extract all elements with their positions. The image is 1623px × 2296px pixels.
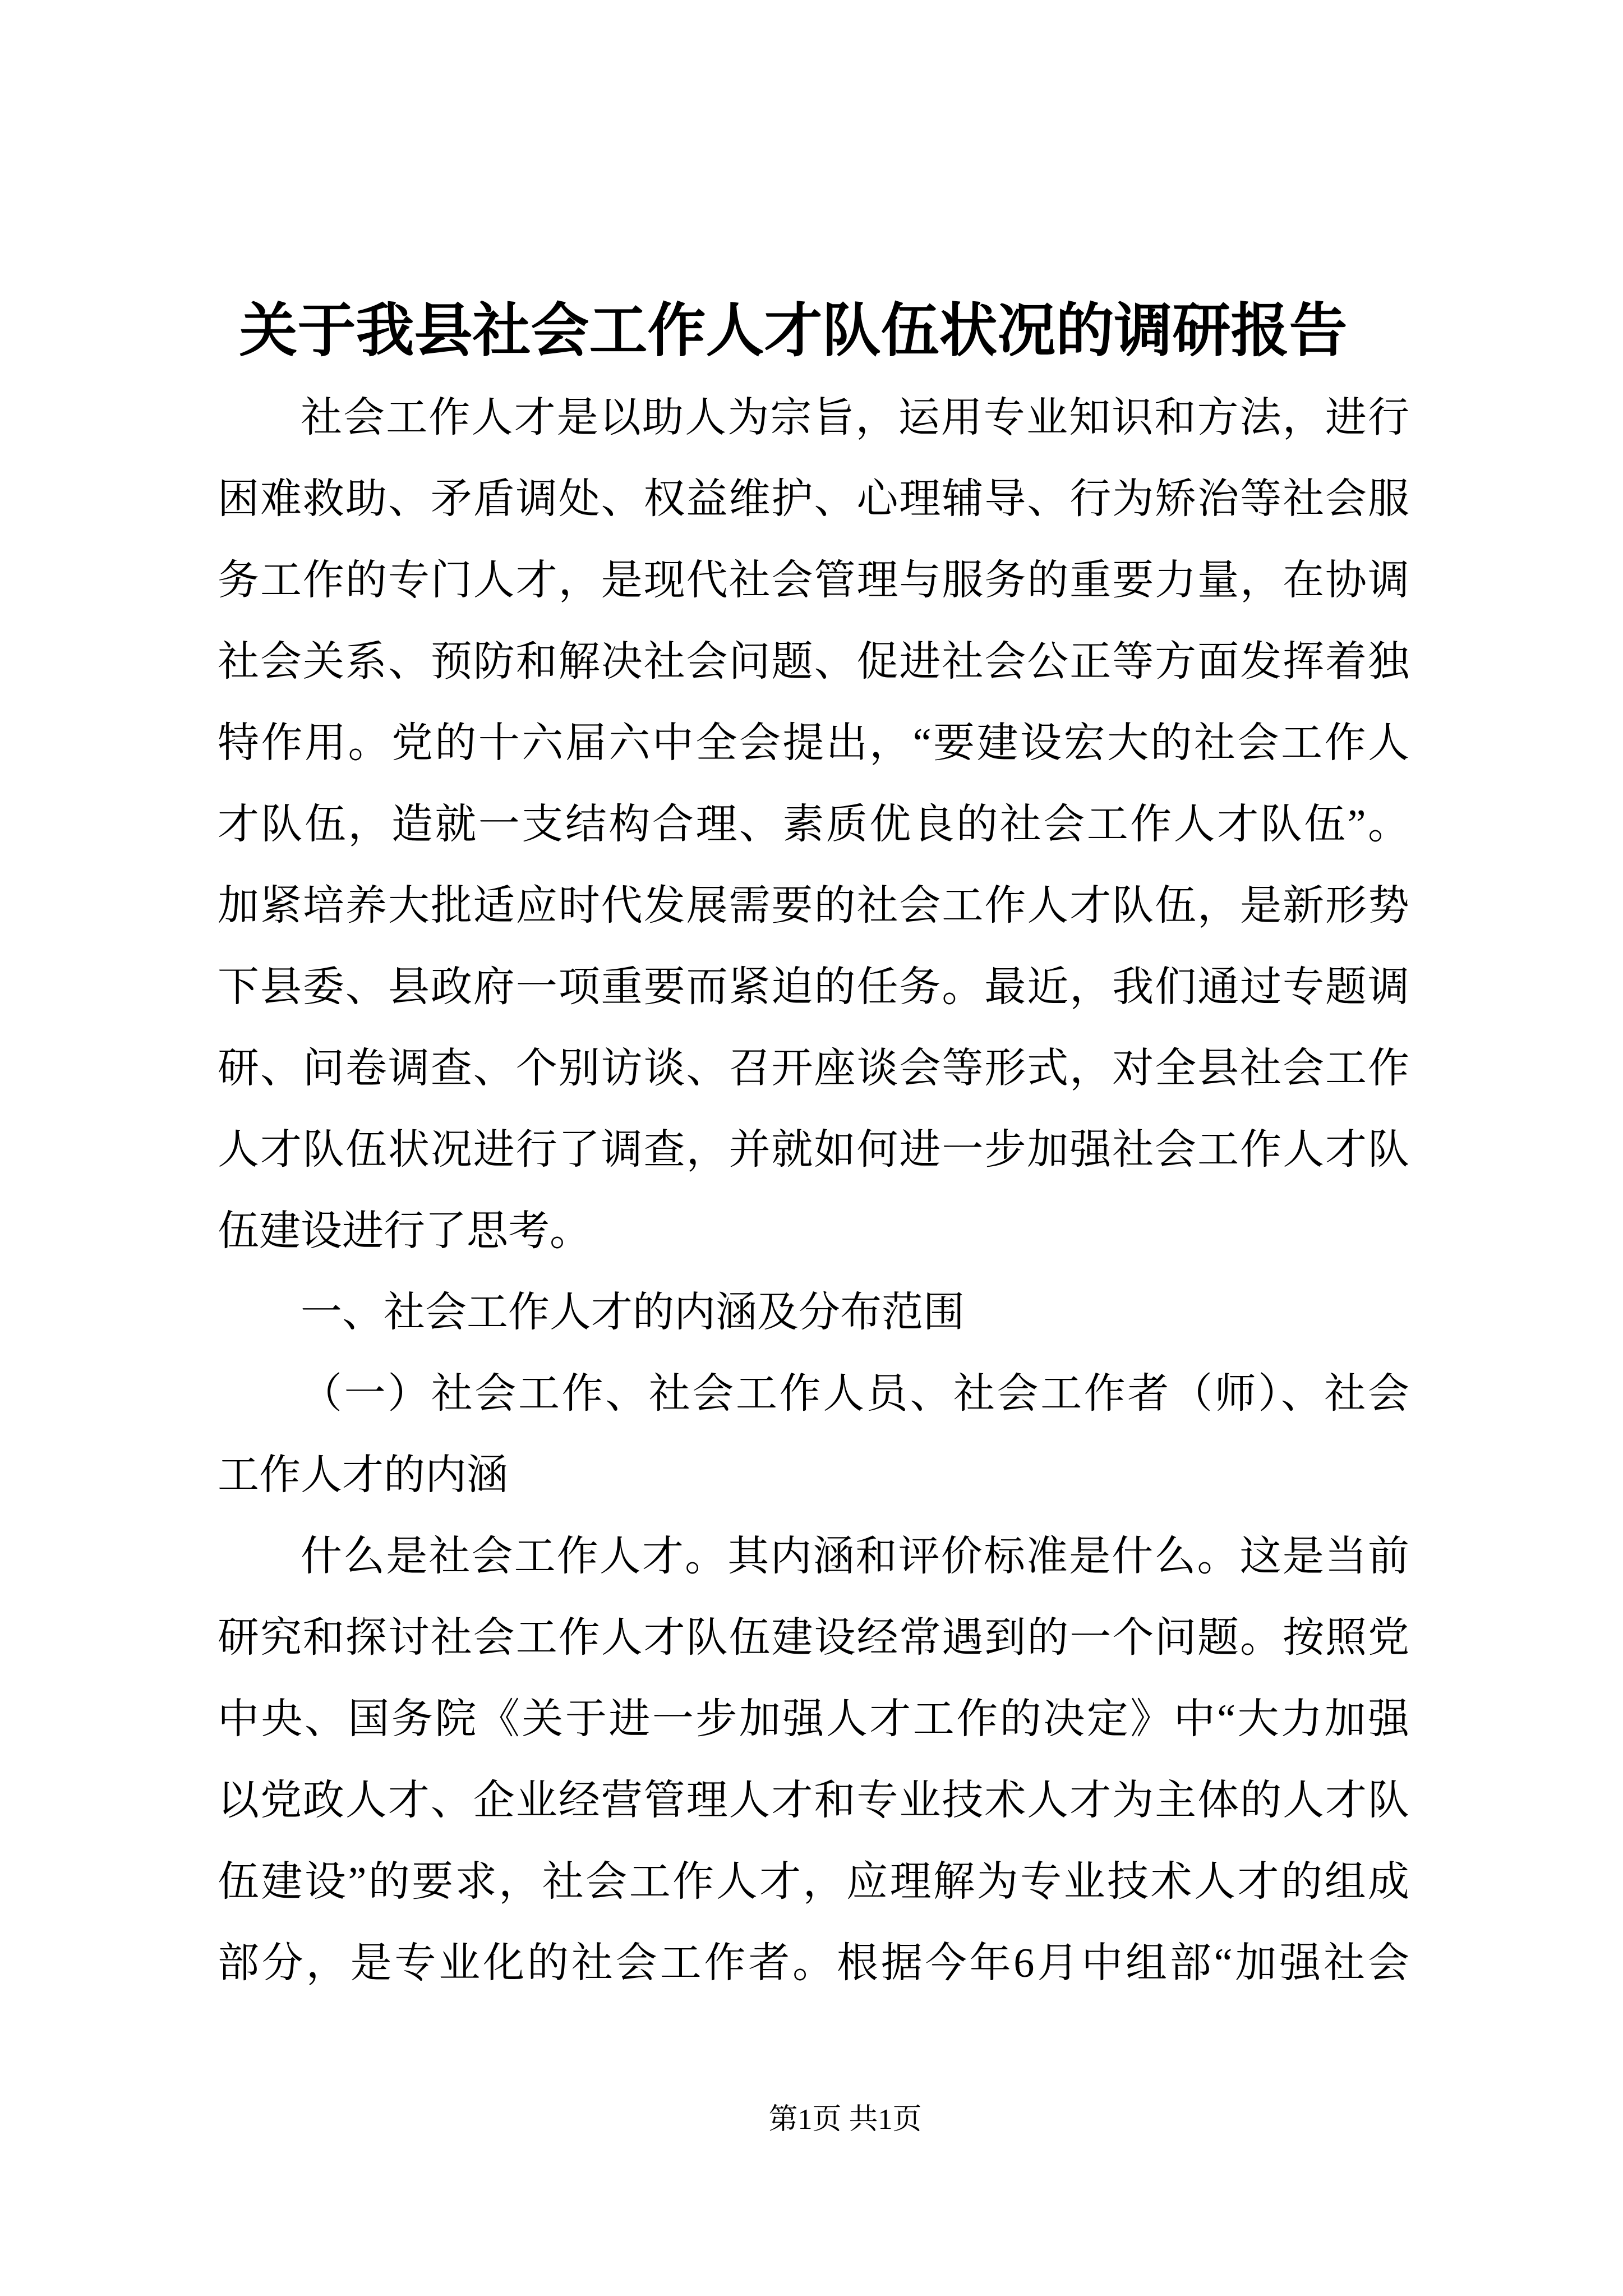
document-title: 关于我县社会工作人才队伍状况的调研报告 [239, 299, 1348, 364]
text-line: 社会工作人才是以助人为宗旨，运用专业知识和方法，进行 [301, 395, 1409, 441]
text-line: 务工作的专门人才，是现代社会管理与服务的重要力量，在协调 [218, 558, 1409, 604]
text-line: 社会关系、预防和解决社会问题、促进社会公正等方面发挥着独 [218, 639, 1409, 685]
text-line: 一、社会工作人才的内涵及分布范围 [301, 1290, 965, 1336]
text-line: 部分，是专业化的社会工作者。根据今年6月中组部“加强社会 [218, 1940, 1409, 1986]
text-line: 加紧培养大批适应时代发展需要的社会工作人才队伍，是新形势 [218, 883, 1409, 929]
paragraph-definition [218, 1516, 1409, 2004]
section-heading [218, 1272, 1409, 1354]
text-line: 研、问卷调查、个别访谈、召开座谈会等形式，对全县社会工作 [218, 1046, 1409, 1092]
text-line: 中央、国务院《关于进一步加强人才工作的决定》中“大力加强 [218, 1696, 1409, 1742]
text-line: 研究和探讨社会工作人才队伍建设经常遇到的一个问题。按照党 [218, 1615, 1409, 1661]
page-number-footer: 第1页 共1页 [768, 2104, 922, 2136]
text-line: 才队伍，造就一支结构合理、素质优良的社会工作人才队伍”。 [218, 802, 1409, 848]
text-line: 伍建设进行了思考。 [218, 1208, 591, 1254]
document-body [218, 378, 1409, 2004]
text-line: 困难救助、矛盾调处、权益维护、心理辅导、行为矫治等社会服 [218, 476, 1409, 522]
text-line: 工作人才的内涵 [218, 1452, 508, 1498]
text-line: 什么是社会工作人才。其内涵和评价标准是什么。这是当前 [301, 1534, 1409, 1580]
text-line: 人才队伍状况进行了调查，并就如何进一步加强社会工作人才队 [218, 1127, 1409, 1173]
text-line: 下县委、县政府一项重要而紧迫的任务。最近，我们通过专题调 [218, 964, 1409, 1010]
text-line: （一）社会工作、社会工作人员、社会工作者（师）、社会 [301, 1371, 1409, 1417]
text-line: 伍建设”的要求，社会工作人才，应理解为专业技术人才的组成 [218, 1859, 1409, 1905]
text-line: 以党政人才、企业经营管理人才和专业技术人才为主体的人才队 [218, 1778, 1409, 1824]
paragraph-introduction [218, 378, 1409, 1272]
text-line: 特作用。党的十六届六中全会提出，“要建设宏大的社会工作人 [218, 720, 1409, 766]
subsection-heading [218, 1354, 1409, 1516]
